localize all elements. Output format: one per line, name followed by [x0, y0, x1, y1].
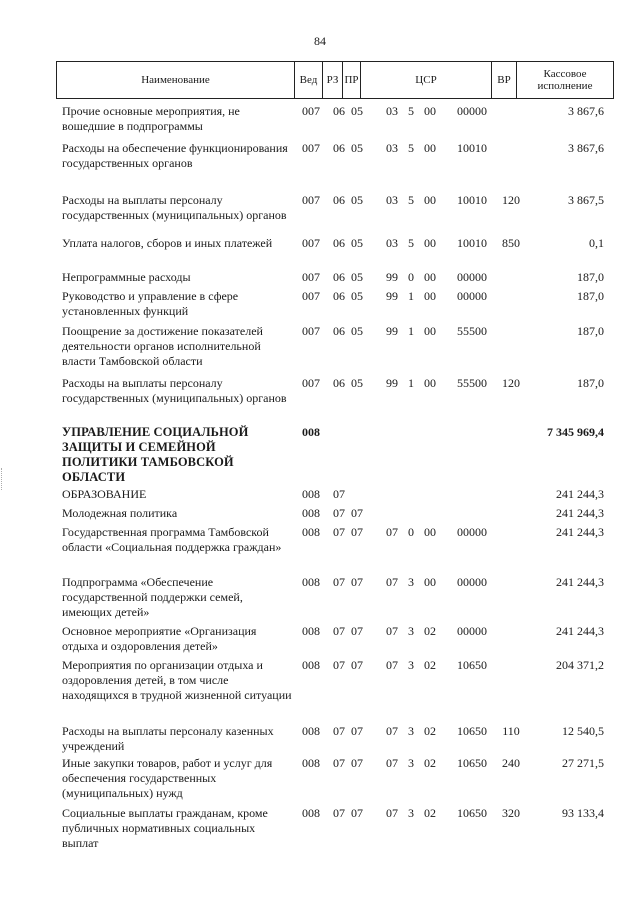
cell-c4: 00000 — [457, 270, 487, 284]
cell-rz: 06 — [333, 236, 345, 250]
cell-amount: 3 867,6 — [568, 141, 604, 155]
cell-amount: 241 244,3 — [556, 525, 604, 539]
cell-amount: 3 867,5 — [568, 193, 604, 207]
cell-c3: 00 — [424, 575, 436, 589]
header-csr: ЦСР — [361, 62, 492, 98]
cell-pr: 05 — [351, 376, 363, 390]
cell-amount: 12 540,5 — [562, 724, 604, 738]
cell-name: ОБРАЗОВАНИЕ — [62, 487, 147, 501]
cell-amount: 204 371,2 — [556, 658, 604, 672]
cell-rz: 06 — [333, 193, 345, 207]
cell-name: Расходы на выплаты персоналу государственных (муниципальных) органов — [62, 193, 287, 222]
cell-ved: 007 — [302, 324, 320, 338]
cell-pr: 05 — [351, 236, 363, 250]
cell-c1: 07 — [386, 624, 398, 638]
cell-name: Руководство и управление в сфере установленных функций — [62, 289, 239, 318]
cell-rz: 06 — [333, 270, 345, 284]
cell-name: Расходы на обеспечение функционирования государственных органов — [62, 141, 288, 170]
cell-name: Социальные выплаты гражданам, кроме публичных нормативных социальных выплат — [62, 806, 268, 850]
cell-c3: 02 — [424, 658, 436, 672]
header-ved: Вед — [295, 62, 323, 98]
cell-amount: 93 133,4 — [562, 806, 604, 820]
cell-vr: 320 — [502, 806, 520, 820]
cell-pr: 05 — [351, 104, 363, 118]
cell-amount: 187,0 — [577, 376, 604, 390]
cell-ved: 007 — [302, 141, 320, 155]
cell-c2: 3 — [408, 658, 414, 672]
cell-c4: 10010 — [457, 236, 487, 250]
cell-pr: 07 — [351, 624, 363, 638]
cell-ved: 008 — [302, 575, 320, 589]
cell-c4: 10650 — [457, 806, 487, 820]
cell-rz: 06 — [333, 104, 345, 118]
cell-rz: 07 — [333, 624, 345, 638]
cell-name: Иные закупки товаров, работ и услуг для обеспечения государственных (муниципальных) нужд — [62, 756, 273, 800]
cell-c2: 3 — [408, 575, 414, 589]
cell-amount: 187,0 — [577, 289, 604, 303]
cell-ved: 008 — [302, 487, 320, 501]
header-pr: ПР — [343, 62, 361, 98]
cell-pr: 05 — [351, 324, 363, 338]
cell-c2: 3 — [408, 806, 414, 820]
cell-c2: 5 — [408, 104, 414, 118]
cell-ved: 008 — [302, 806, 320, 820]
cell-c3: 00 — [424, 289, 436, 303]
cell-name: Прочие основные мероприятия, не вошедшие в подпрограммы — [62, 104, 240, 133]
cell-c4: 55500 — [457, 376, 487, 390]
cell-name: Мероприятия по организации отдыха и оздоровления детей, в том числе находящихся в трудной жизненной ситуации — [62, 658, 292, 702]
cell-pr: 07 — [351, 575, 363, 589]
cell-amount: 241 244,3 — [556, 506, 604, 520]
header-name: Наименование — [57, 62, 295, 98]
cell-c2: 1 — [408, 289, 414, 303]
cell-amount: 241 244,3 — [556, 487, 604, 501]
cell-pr: 05 — [351, 141, 363, 155]
scan-margin-mark — [1, 468, 5, 490]
cell-c2: 5 — [408, 236, 414, 250]
cell-ved: 007 — [302, 376, 320, 390]
cell-vr: 120 — [502, 376, 520, 390]
cell-pr: 07 — [351, 506, 363, 520]
cell-c1: 07 — [386, 756, 398, 770]
cell-c3: 00 — [424, 525, 436, 539]
cell-c1: 99 — [386, 270, 398, 284]
cell-c4: 00000 — [457, 104, 487, 118]
cell-ved: 007 — [302, 236, 320, 250]
cell-c4: 00000 — [457, 289, 487, 303]
header-amount: Кассовое исполнение — [537, 68, 593, 92]
cell-c1: 07 — [386, 658, 398, 672]
cell-rz: 07 — [333, 487, 345, 501]
cell-c2: 5 — [408, 141, 414, 155]
cell-c4: 10650 — [457, 658, 487, 672]
cell-c3: 00 — [424, 193, 436, 207]
cell-pr: 05 — [351, 193, 363, 207]
cell-c4: 10650 — [457, 756, 487, 770]
cell-ved: 008 — [302, 724, 320, 738]
cell-c4: 10010 — [457, 193, 487, 207]
cell-c2: 0 — [408, 525, 414, 539]
cell-c4: 10650 — [457, 724, 487, 738]
cell-vr: 120 — [502, 193, 520, 207]
cell-c1: 07 — [386, 806, 398, 820]
cell-c2: 1 — [408, 376, 414, 390]
cell-pr: 07 — [351, 756, 363, 770]
cell-c1: 03 — [386, 193, 398, 207]
cell-rz: 07 — [333, 575, 345, 589]
cell-name: УПРАВЛЕНИЕ СОЦИАЛЬНОЙ ЗАЩИТЫ И СЕМЕЙНОЙ ПОЛИТИКИ ТАМБОВСКОЙ ОБЛАСТИ — [62, 425, 249, 484]
cell-ved: 008 — [302, 658, 320, 672]
cell-c3: 02 — [424, 806, 436, 820]
cell-pr: 07 — [351, 724, 363, 738]
cell-c3: 02 — [424, 624, 436, 638]
cell-c1: 07 — [386, 525, 398, 539]
cell-name: Поощрение за достижение показателей деятельности органов исполнительной власти Тамбовской области — [62, 324, 263, 368]
cell-c2: 3 — [408, 756, 414, 770]
cell-c3: 00 — [424, 236, 436, 250]
cell-name: Расходы на выплаты персоналу казенных учреждений — [62, 724, 274, 753]
cell-c1: 99 — [386, 324, 398, 338]
cell-name: Расходы на выплаты персоналу государственных (муниципальных) органов — [62, 376, 287, 405]
cell-ved: 007 — [302, 289, 320, 303]
cell-c1: 99 — [386, 376, 398, 390]
cell-c1: 99 — [386, 289, 398, 303]
cell-c3: 00 — [424, 270, 436, 284]
cell-name: Уплата налогов, сборов и иных платежей — [62, 236, 273, 250]
cell-pr: 07 — [351, 525, 363, 539]
cell-pr: 05 — [351, 270, 363, 284]
page-number: 84 — [314, 34, 326, 48]
cell-c2: 0 — [408, 270, 414, 284]
cell-ved: 007 — [302, 193, 320, 207]
cell-vr: 850 — [502, 236, 520, 250]
cell-ved: 008 — [302, 525, 320, 539]
cell-c2: 3 — [408, 724, 414, 738]
cell-c1: 03 — [386, 236, 398, 250]
table-header — [56, 61, 614, 99]
cell-c2: 1 — [408, 324, 414, 338]
cell-ved: 008 — [302, 425, 320, 439]
cell-c3: 00 — [424, 324, 436, 338]
cell-amount: 241 244,3 — [556, 575, 604, 589]
cell-amount: 241 244,3 — [556, 624, 604, 638]
cell-amount: 0,1 — [589, 236, 604, 250]
cell-c3: 00 — [424, 104, 436, 118]
cell-amount: 7 345 969,4 — [547, 425, 604, 439]
cell-c3: 02 — [424, 724, 436, 738]
header-vr: ВР — [492, 62, 517, 98]
cell-vr: 110 — [502, 724, 520, 738]
cell-name: Непрограммные расходы — [62, 270, 191, 284]
cell-c3: 00 — [424, 141, 436, 155]
cell-c4: 00000 — [457, 525, 487, 539]
cell-ved: 008 — [302, 624, 320, 638]
cell-rz: 07 — [333, 506, 345, 520]
cell-c4: 00000 — [457, 575, 487, 589]
cell-pr: 05 — [351, 289, 363, 303]
cell-c1: 07 — [386, 575, 398, 589]
cell-name: Молодежная политика — [62, 506, 178, 520]
cell-c4: 55500 — [457, 324, 487, 338]
cell-rz: 06 — [333, 289, 345, 303]
cell-c4: 00000 — [457, 624, 487, 638]
cell-c2: 3 — [408, 624, 414, 638]
cell-c3: 00 — [424, 376, 436, 390]
cell-name: Подпрограмма «Обеспечение государственной поддержки семей, имеющих детей» — [62, 575, 243, 619]
cell-amount: 3 867,6 — [568, 104, 604, 118]
cell-c3: 02 — [424, 756, 436, 770]
cell-rz: 06 — [333, 324, 345, 338]
cell-c4: 10010 — [457, 141, 487, 155]
cell-ved: 008 — [302, 506, 320, 520]
cell-c1: 03 — [386, 141, 398, 155]
header-rz: РЗ — [323, 62, 343, 98]
cell-amount: 187,0 — [577, 270, 604, 284]
cell-rz: 07 — [333, 525, 345, 539]
cell-name: Государственная программа Тамбовской области «Социальная поддержка граждан» — [62, 525, 282, 554]
cell-pr: 07 — [351, 658, 363, 672]
cell-name: Основное мероприятие «Организация отдыха и оздоровления детей» — [62, 624, 257, 653]
cell-rz: 07 — [333, 724, 345, 738]
cell-rz: 06 — [333, 141, 345, 155]
cell-vr: 240 — [502, 756, 520, 770]
cell-amount: 187,0 — [577, 324, 604, 338]
cell-ved: 007 — [302, 104, 320, 118]
cell-pr: 07 — [351, 806, 363, 820]
cell-amount: 27 271,5 — [562, 756, 604, 770]
cell-ved: 008 — [302, 756, 320, 770]
cell-c1: 03 — [386, 104, 398, 118]
cell-ved: 007 — [302, 270, 320, 284]
cell-c2: 5 — [408, 193, 414, 207]
cell-rz: 07 — [333, 806, 345, 820]
cell-rz: 07 — [333, 658, 345, 672]
cell-rz: 07 — [333, 756, 345, 770]
cell-rz: 06 — [333, 376, 345, 390]
cell-c1: 07 — [386, 724, 398, 738]
